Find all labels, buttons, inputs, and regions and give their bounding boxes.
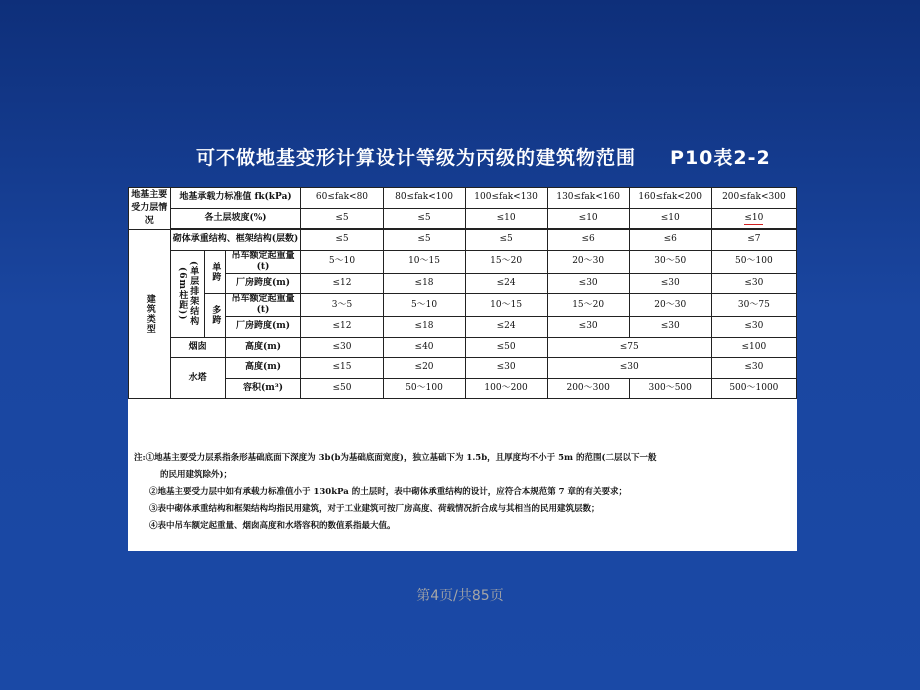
table-cell: 3～5 [301,294,383,317]
table-cell: 50～100 [383,378,465,399]
single-layer-label: (单层排架结构(6m柱距)) [170,250,204,337]
table-cell: ≤30 [301,337,383,358]
multi-span-label: 多跨 [204,294,225,338]
table-cell: ≤18 [383,317,465,338]
table-cell: 5～10 [301,250,383,273]
height-label: 高度(m) [225,337,301,358]
table-cell: ≤6 [547,230,629,251]
slide-title-ref: P10表2-2 [670,147,771,169]
table-cell [711,208,796,229]
table-cell: 20～30 [547,250,629,273]
table-cell: ≤30 [547,273,629,294]
table-cell: ≤12 [301,273,383,294]
table-cell: 100～200 [465,378,547,399]
column-header: 60≤fak<80 [301,188,383,209]
table-cell: 15～20 [547,294,629,317]
table-cell: 500～1000 [711,378,796,399]
chimney-label: 烟囱 [170,337,225,358]
table-cell: ≤7 [711,230,796,251]
crane-label: 吊车额定起重量(t) [225,294,301,317]
table-row [129,208,797,229]
table-cell: ≤30 [629,273,711,294]
table-cell: ≤5 [383,208,465,229]
building-type-label: 建筑类型 [129,230,171,399]
slide-title-text: 可不做地基变形计算设计等级为丙级的建筑物范围 [196,147,637,169]
note-line: ④表中吊车额定起重量、烟囱高度和水塔容积的数值系指最大值。 [149,521,396,531]
table-cell: ≤15 [301,358,383,379]
column-header: 100≤fak<130 [465,188,547,209]
table-cell: ≤30 [711,358,796,379]
table-cell: ≤5 [301,230,383,251]
table-row [129,230,797,251]
span-label: 单跨 [204,250,225,294]
span-length-label: 厂房跨度(m) [225,317,301,338]
table-cell: 20～30 [629,294,711,317]
column-header: 160≤fak<200 [629,188,711,209]
note-line: ②地基主要受力层中如有承载力标准值小于 130kPa 的土层时，表中砌体承重结构的设计，应符合本规范第 7 章的有关要求； [149,487,628,497]
table-row [129,378,797,399]
column-header: 130≤fak<160 [547,188,629,209]
table-cell: 5～10 [383,294,465,317]
table-cell: ≤24 [465,273,547,294]
table-cell: ≤30 [711,273,796,294]
table-cell: ≤12 [301,317,383,338]
table-notes [134,450,792,535]
table-cell: ≤30 [465,358,547,379]
table-cell: ≤18 [383,273,465,294]
table-cell: 30～50 [629,250,711,273]
table-row [129,294,797,317]
table-cell: ≤40 [383,337,465,358]
building-range-table [128,187,797,399]
note-line: ③表中砌体承重结构和框架结构均指民用建筑，对于工业建筑可按厂房高度、荷载情况折合成与其相当的民用建筑层数； [149,504,600,514]
table-row [129,250,797,273]
scanned-table-image [128,187,797,551]
table-cell: ≤5 [465,230,547,251]
column-header: 200≤fak<300 [711,188,796,209]
table-cell: ≤50 [465,337,547,358]
span-length-label: 厂房跨度(m) [225,273,301,294]
table-cell: ≤5 [383,230,465,251]
table-cell: ≤20 [383,358,465,379]
column-header: 80≤fak<100 [383,188,465,209]
page-number: 第4页/共85页 [416,588,504,604]
underlined-value: ≤10 [744,212,764,223]
table-cell: ≤30 [547,317,629,338]
table-cell: 200～300 [547,378,629,399]
row-group-label: 地基主要受力层情况 [129,188,171,230]
table-cell: ≤100 [711,337,796,358]
table-row [129,273,797,294]
table-cell: ≤6 [629,230,711,251]
table-cell: 30～75 [711,294,796,317]
volume-label: 容积(m³) [225,378,301,399]
table-cell: ≤10 [629,208,711,229]
note-line: 的民用建筑除外)； [160,470,233,480]
water-tower-label: 水塔 [170,358,225,399]
masonry-label: 砌体承重结构、框架结构(层数) [170,230,301,251]
crane-label: 吊车额定起重量(t) [225,250,301,273]
note-line: 注:①地基主要受力层系指条形基础底面下深度为 3b(b为基础底面宽度)，独立基础下为 1.5b，且厚度均不小于 5m 的范围(二层以下一般 [134,453,657,463]
table-cell: 300～500 [629,378,711,399]
table-cell: 50～100 [711,250,796,273]
table-row [129,337,797,358]
table-row [129,317,797,338]
table-cell: 10～15 [383,250,465,273]
table-cell: ≤10 [465,208,547,229]
table-cell: ≤30 [629,317,711,338]
height-label: 高度(m) [225,358,301,379]
table-cell: ≤30 [711,317,796,338]
table-cell: ≤5 [301,208,383,229]
table-cell: ≤30 [547,358,711,379]
table-row [129,358,797,379]
table-cell: ≤10 [547,208,629,229]
slope-label: 各土层坡度(%) [170,208,301,229]
table-cell: ≤75 [547,337,711,358]
table-cell: 15～20 [465,250,547,273]
table-row [129,188,797,209]
table-cell: ≤50 [301,378,383,399]
table-cell: ≤24 [465,317,547,338]
table-cell: 10～15 [465,294,547,317]
slide-title [196,143,771,170]
bearing-label: 地基承载力标准值 fk(kPa) [170,188,301,209]
